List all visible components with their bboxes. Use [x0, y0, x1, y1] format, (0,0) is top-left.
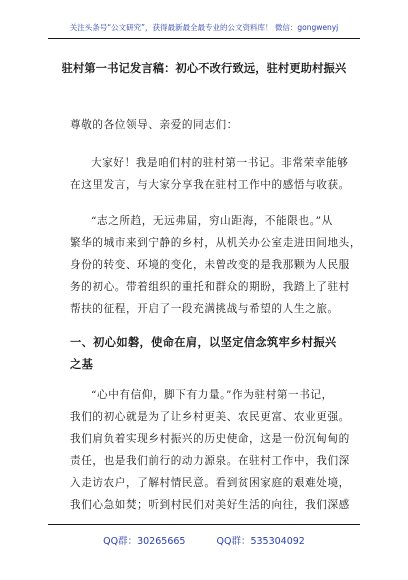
paragraph-line: 责任，也是我们前行的动力源泉。在驻村工作中，我们深 — [70, 455, 350, 467]
paragraph-origin — [70, 210, 362, 320]
paragraph-line: 大家好！我是咱们村的驻村第一书记。非常荣幸能够 — [91, 157, 349, 169]
header-divider — [48, 38, 360, 39]
paragraph-greeting — [70, 152, 350, 196]
paragraph-line: 帮扶的征程，开启了一段充满挑战与希望的人生之旅。 — [70, 303, 339, 315]
heading-line: 一、初心如磐，使命在肩，以坚定信念筑牢乡村振兴 — [70, 336, 337, 349]
salutation-line: 尊敬的各位领导、亲爱的同志们： — [70, 119, 238, 131]
paragraph-line: 身份的转变、环境的变化，未曾改变的是我那颗为人民服 — [70, 259, 350, 271]
paragraph-line: 我们的初心就是为了让乡村更美、农民更富、农业更强。 — [70, 411, 350, 423]
paragraph-line: 入走访农户，了解村情民意。看到贫困家庭的艰难处境， — [70, 477, 350, 489]
footer-contact — [0, 533, 408, 547]
paragraph-line: “志之所趋，无远弗届，穷山距海，不能限也。”从 — [91, 215, 333, 227]
paragraph-line: 我们肩负着实现乡村振兴的历史使命，这是一份沉甸甸的 — [70, 433, 350, 445]
salutation — [70, 114, 350, 136]
footer-divider — [48, 524, 360, 525]
paragraph-line: 我们心急如焚；听到村民们对美好生活的向往，我们深感 — [70, 499, 350, 511]
heading-line: 之基 — [70, 358, 94, 371]
paragraph-line: 繁华的城市来到宁静的乡村，从机关办公室走进田间地头， — [70, 237, 362, 249]
header-promo-note: 关注头条号“公文研究”，获得最新最全最专业的公文资料库！ 微信：gongwenyj — [69, 23, 339, 32]
footer-qq-group-1: QQ群：30265665 — [103, 536, 186, 547]
paragraph-line: 在这里发言，与大家分享我在驻村工作中的感悟与收获。 — [70, 179, 350, 191]
footer-qq-group-2: QQ群：535304092 — [216, 536, 305, 547]
section-heading-1 — [70, 332, 350, 376]
paragraph-line: 务的初心。带着组织的重托和群众的期盼，我踏上了驻村 — [70, 281, 350, 293]
paragraph-line: “心中有信仰，脚下有力量。”作为驻村第一书记， — [91, 389, 333, 401]
paragraph-mission — [70, 384, 350, 516]
document-title: 驻村第一书记发言稿：初心不改行致远，驻村更助村振兴 — [61, 62, 347, 75]
